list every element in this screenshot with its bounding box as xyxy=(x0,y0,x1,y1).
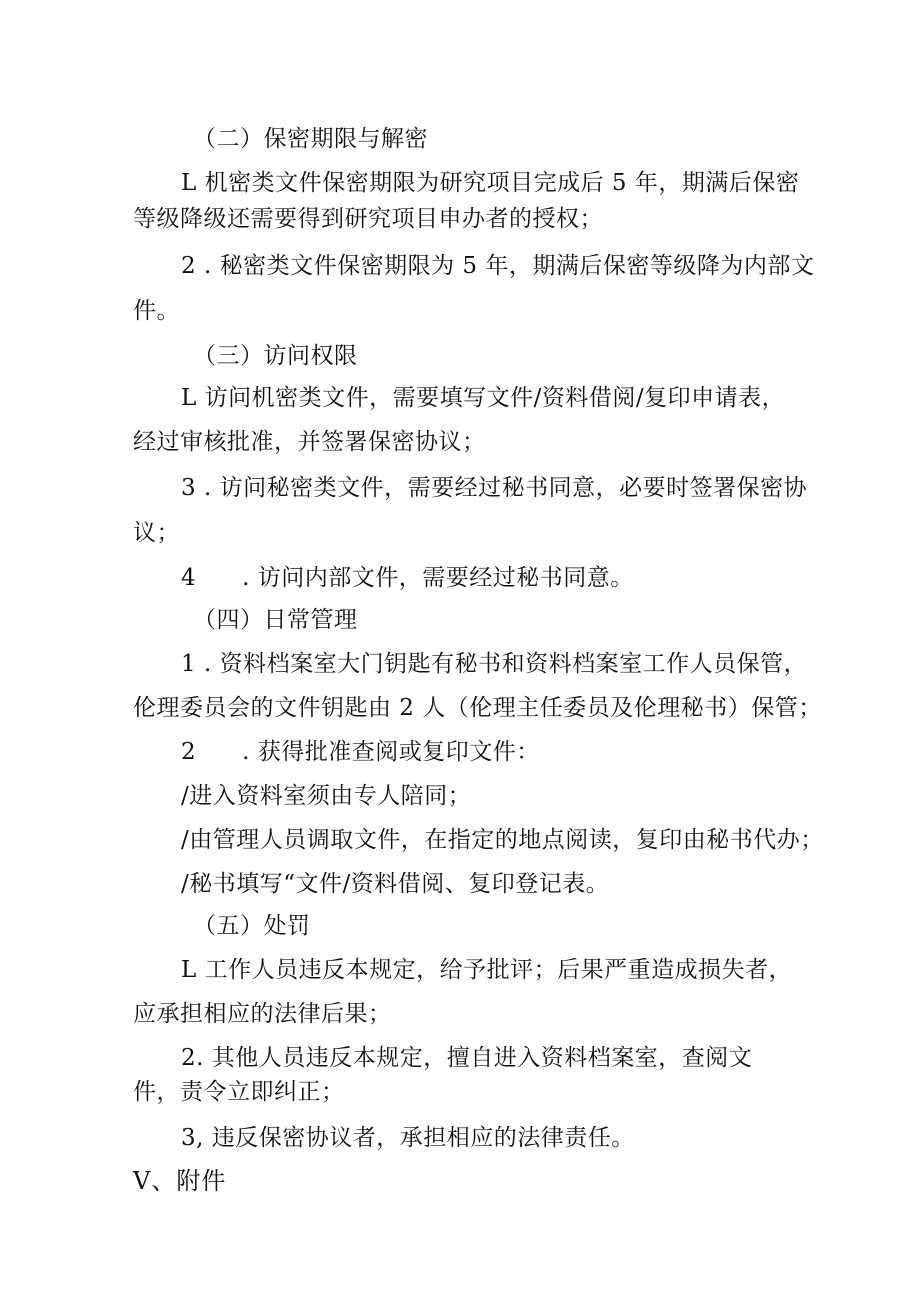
sub-item: /由管理人员调取文件，在指定的地点阅读，复印由秘书代办； xyxy=(181,827,824,853)
paragraph-line: 件。 xyxy=(133,298,180,324)
paragraph-line: L 访问机密类文件，需要填写文件/资料借阅/复印申请表， xyxy=(181,385,786,411)
section-heading-3: （三）访问权限 xyxy=(193,343,358,369)
paragraph-line: 议； xyxy=(133,520,180,546)
section-heading-4: （四）日常管理 xyxy=(193,607,358,633)
paragraph-line: L 机密类文件保密期限为研究项目完成后 5 年，期满后保密 xyxy=(181,170,800,196)
section-heading-attachments: V、附件 xyxy=(133,1167,227,1195)
paragraph-line: 3 . 访问秘密类文件，需要经过秘书同意，必要时签署保密协 xyxy=(181,475,808,501)
list-text: . 获得批准查阅或复印文件： xyxy=(242,739,540,765)
paragraph-line xyxy=(181,563,634,593)
paragraph-line: 1 . 资料档案室大门钥匙有秘书和资料档案室工作人员保管， xyxy=(181,651,808,677)
paragraph-line xyxy=(181,737,540,767)
paragraph-line: 2. 其他人员违反本规定，擅自进入资料档案室，查阅文 xyxy=(181,1045,753,1071)
paragraph-line: 等级降级还需要得到研究项目申办者的授权； xyxy=(133,206,603,232)
section-heading-5: （五）处罚 xyxy=(193,913,311,939)
paragraph-line: 伦理委员会的文件钥匙由 2 人（伦理主任委员及伦理秘书）保管； xyxy=(133,695,822,721)
list-number: 4 xyxy=(181,565,197,591)
paragraph-line: 件，责令立即纠正； xyxy=(133,1079,345,1105)
sub-item: /秘书填写“文件/资料借阅、复印登记表。 xyxy=(181,871,610,897)
list-text: . 访问内部文件，需要经过秘书同意。 xyxy=(242,565,634,591)
paragraph-line: 经过审核批准，并签署保密协议； xyxy=(133,429,486,455)
section-heading-2: （二）保密期限与解密 xyxy=(193,126,428,152)
paragraph-line: 2 . 秘密类文件保密期限为 5 年，期满后保密等级降为内部文 xyxy=(181,253,815,279)
paragraph-line: 3, 违反保密协议者，承担相应的法律责任。 xyxy=(181,1125,635,1151)
paragraph-line: 应承担相应的法律后果； xyxy=(133,1001,392,1027)
list-number: 2 xyxy=(181,739,197,765)
sub-item: /进入资料室须由专人陪同； xyxy=(181,783,472,809)
paragraph-line: L 工作人员违反本规定，给予批评；后果严重造成损失者， xyxy=(181,957,793,983)
